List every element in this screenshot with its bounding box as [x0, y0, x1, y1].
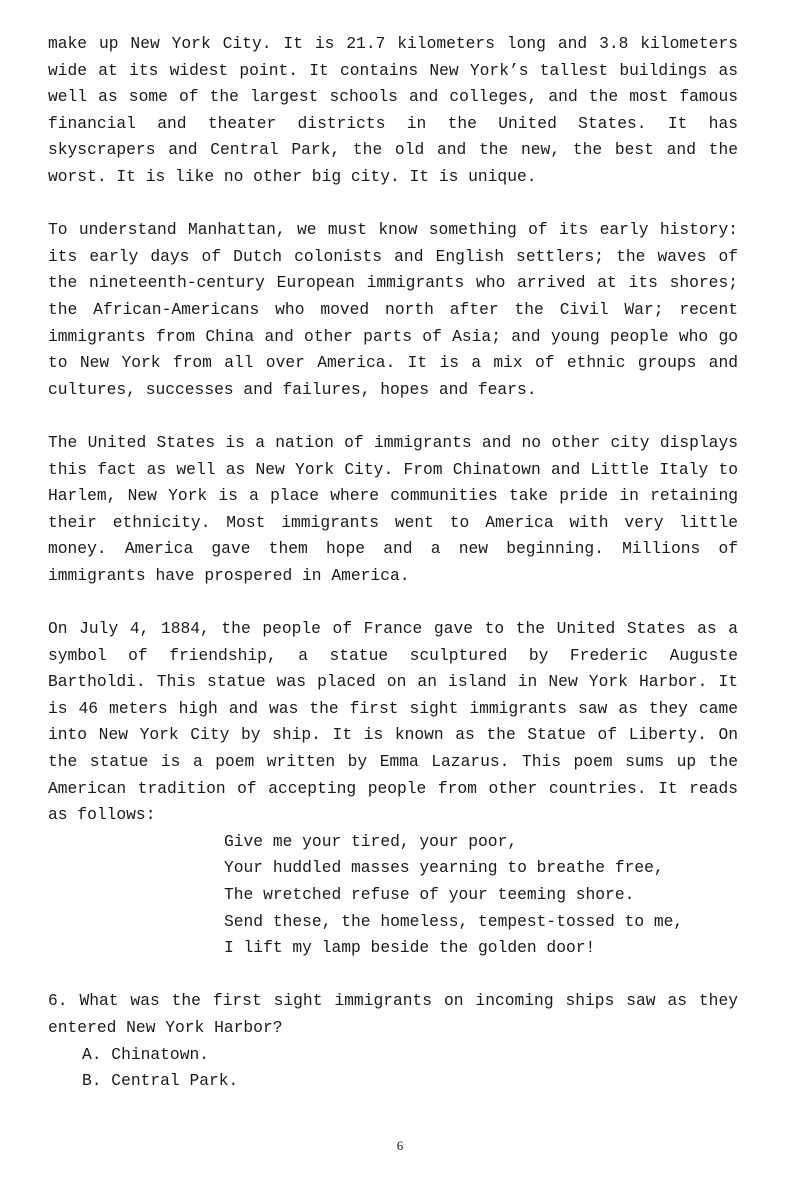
paragraph-2: To understand Manhattan, we must know something of its early history: its early days of Dutch colonists and English settlers; the waves of the nineteenth-century European immigrants who arrived at its shores; the African-Americans who moved north after the Civil War; recent immigrants from China and other parts of Asia; and young people who go to New York from all over America. It is a mix of ethnic groups and cultures, successes and failures, hopes and fears.	[48, 220, 738, 399]
poem-line: The wretched refuse of your teeming shore.	[224, 885, 635, 904]
page-number: 6	[396, 1138, 404, 1153]
option-a[interactable]: A. Chinatown.	[82, 1044, 210, 1064]
poem-line: Send these, the homeless, tempest-tossed to me,	[224, 911, 684, 931]
poem-line: Give me your tired, your poor,	[224, 831, 518, 851]
poem-line: I lift my lamp beside the golden door!	[224, 938, 596, 958]
paragraph-1: make up New York City. It is 21.7 kilometers long and 3.8 kilometers wide at its widest point. It contains New York’s tallest buildings as well as some of the largest schools and colleges, and the most famous financial and theater districts in the United States. It has skyscrapers and Central Park, the old and the new, the best and the worst. It is like no other big city. It is unique.	[48, 34, 738, 186]
poem-line: Your huddled masses yearning to breathe free,	[224, 858, 664, 878]
question-6: 6. What was the first sight immigrants on incoming ships saw as they entered New York Harbor?	[48, 991, 738, 1037]
poem-block	[224, 829, 738, 962]
answer-options	[82, 1042, 738, 1095]
document-page	[48, 31, 738, 1095]
option-b[interactable]: B. Central Park.	[82, 1071, 239, 1091]
paragraph-3: The United States is a nation of immigrants and no other city displays this fact as well as New York City. From Chinatown and Little Italy to Harlem, New York is a place where communities take pride in retaining their ethnicity. Most immigrants went to America with very little money. America gave them hope and a new beginning. Millions of immigrants have prospered in America.	[48, 432, 738, 585]
paragraph-4: On July 4, 1884, the people of France gave to the United States as a symbol of friendship, a statue sculptured by Frederic Auguste Bartholdi. This statue was placed on an island in New York Harbor. It is 46 meters high and was the first sight immigrants saw as they came into New York City by ship. It is known as the Statue of Liberty. On the statue is a poem written by Emma Lazarus. This poem sums up the American tradition of accepting people from other countries. It reads as follows:	[48, 619, 738, 825]
